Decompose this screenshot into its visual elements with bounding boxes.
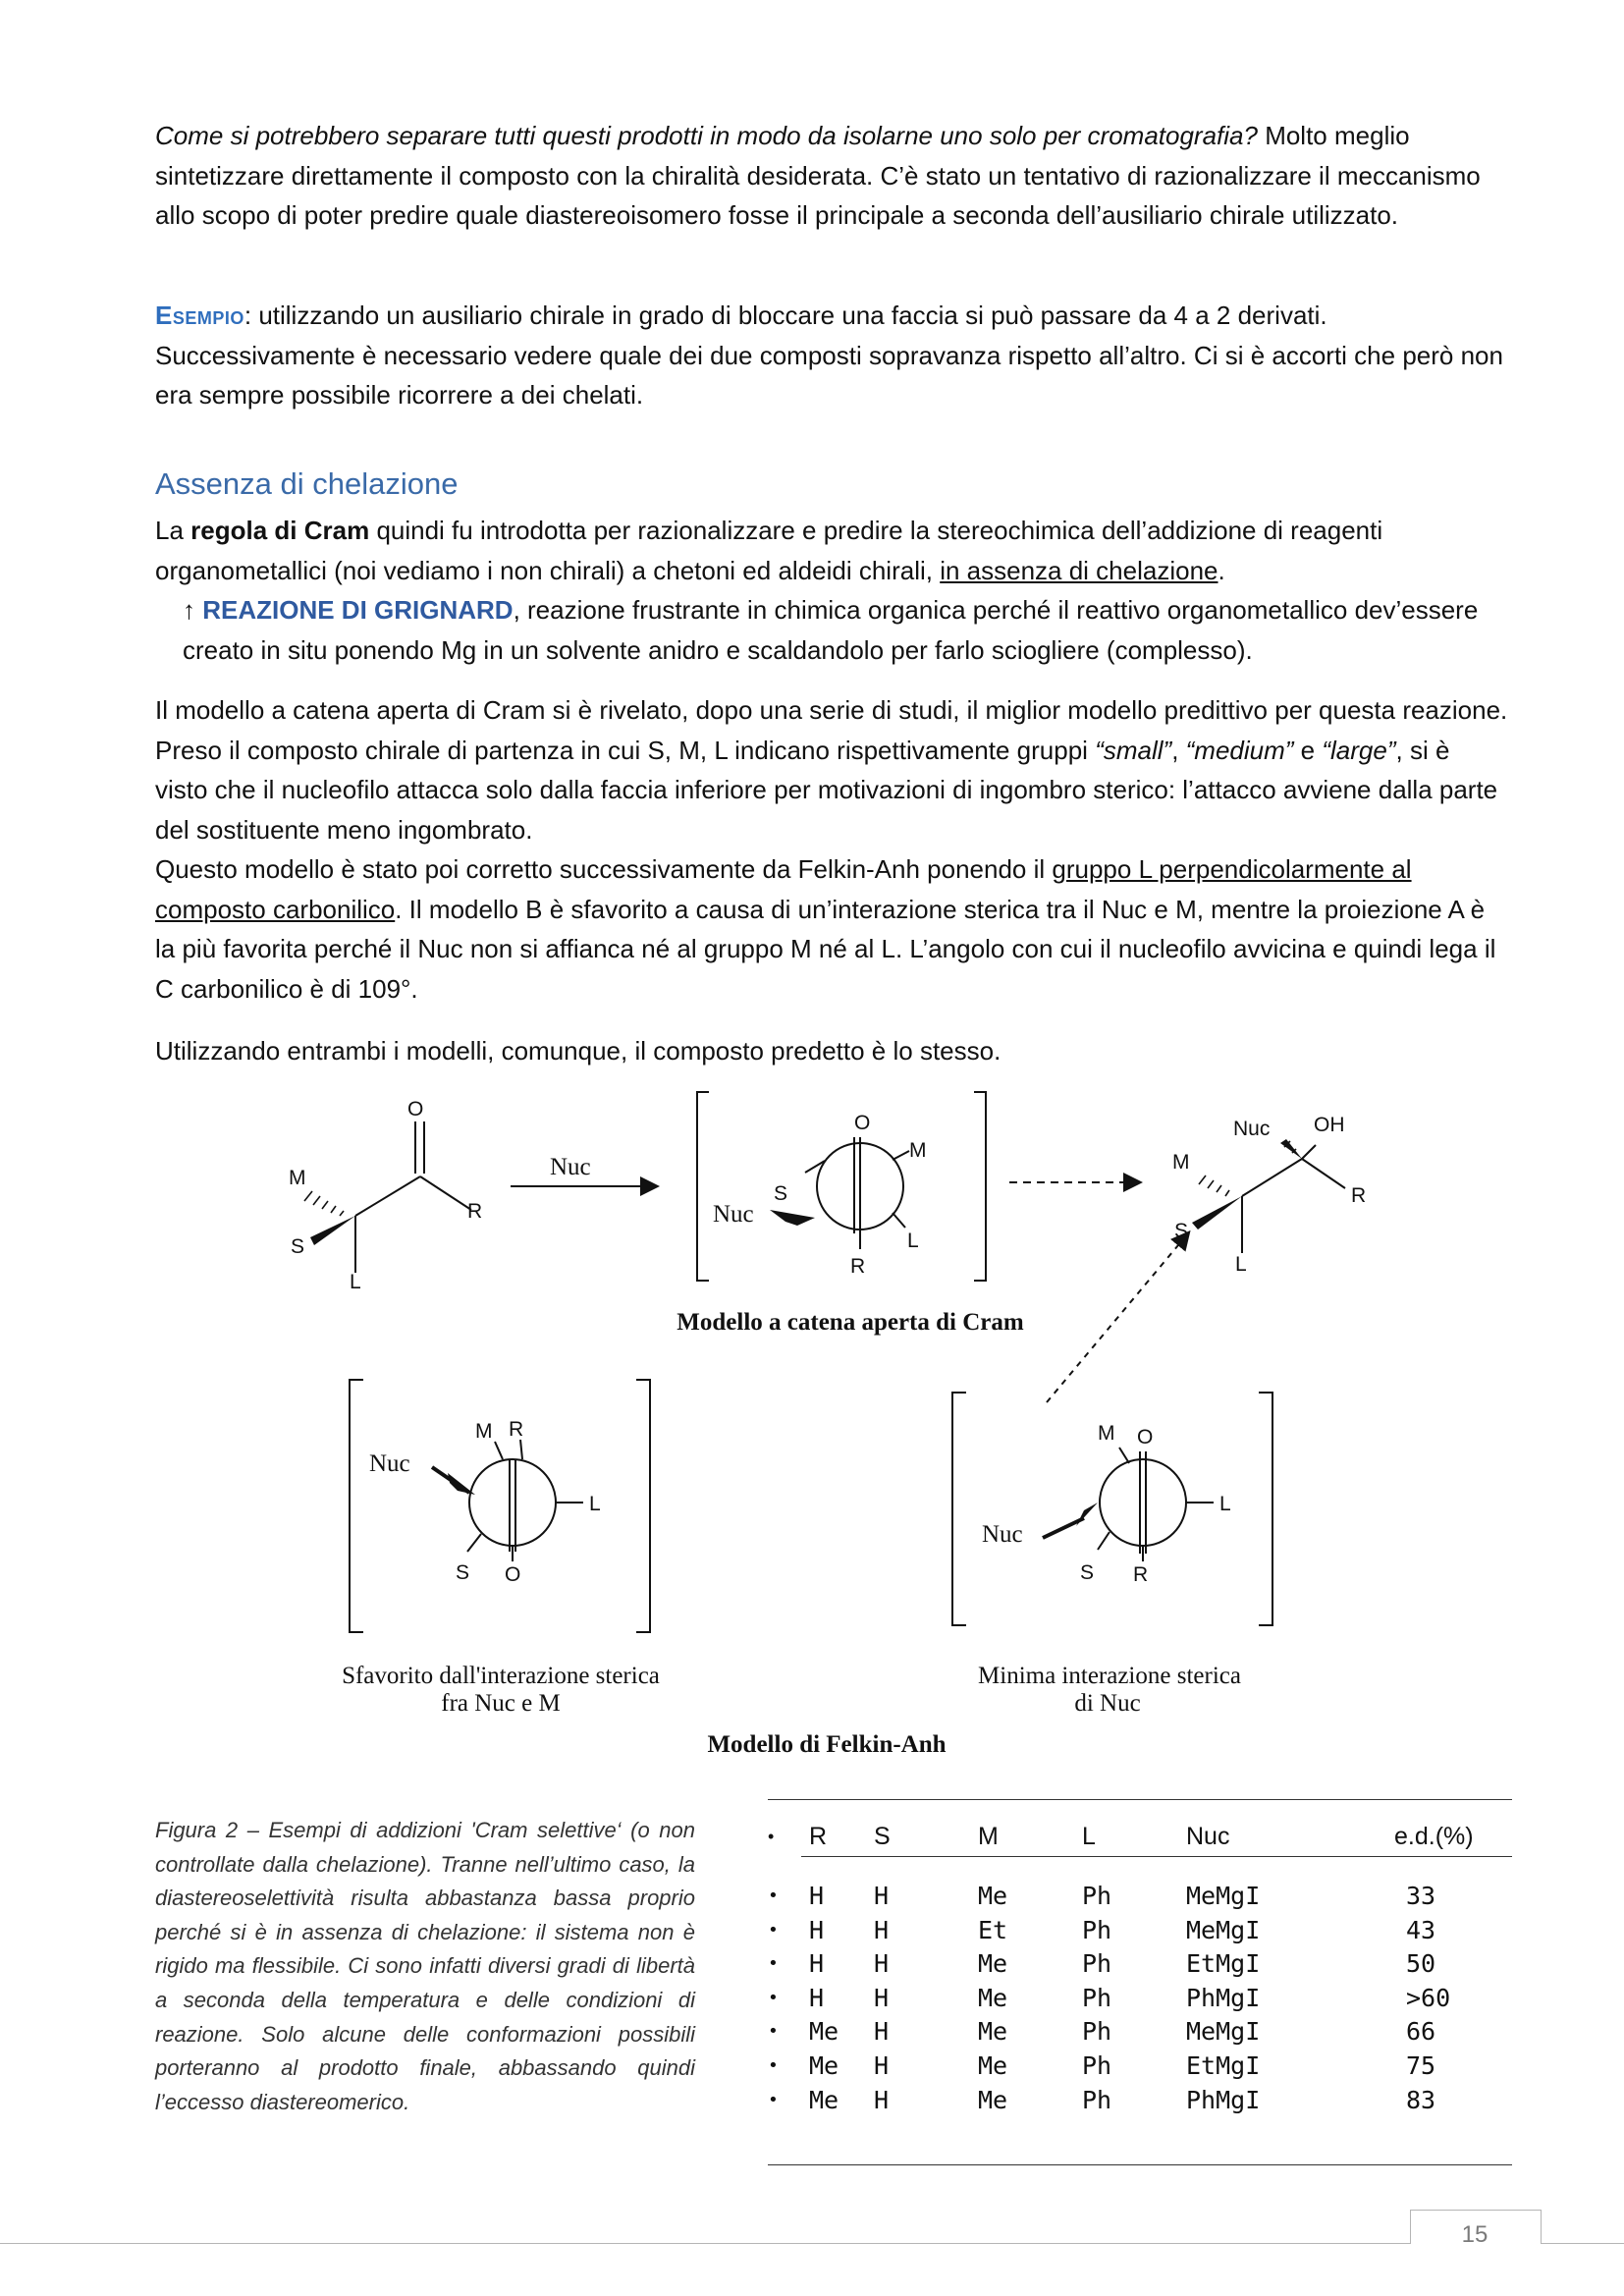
table-cell: H xyxy=(809,1949,825,1979)
header-l: L xyxy=(1082,1823,1096,1850)
table-cell: 75 xyxy=(1406,2051,1436,2080)
table-cell: Me xyxy=(978,1949,1008,1979)
fa-right-r-label: R xyxy=(1133,1563,1149,1586)
cram-o-label: O xyxy=(854,1112,871,1134)
table-cell: H xyxy=(874,1915,890,1944)
models-text-2: , si è visto che il nucleofilo attacca solo dalla faccia inferiore per motivazioni di ingombro sterico: l’attacco avviene dalla parte del sostituente meno ingombrato. xyxy=(155,735,1498,845)
table-cell: 33 xyxy=(1406,1882,1436,1910)
ketone-l-label: L xyxy=(350,1271,361,1293)
bullet-icon: • xyxy=(768,1987,779,2008)
felkin-underlined: gruppo L perpendicolarmente al composto carbonilico xyxy=(155,854,1412,924)
fa-left-caption-1: Sfavorito dall'interazione sterica xyxy=(342,1663,660,1689)
header-r: R xyxy=(809,1823,828,1850)
fa-left-r-label: R xyxy=(509,1418,524,1441)
page-number: 15 xyxy=(1461,2221,1489,2248)
table-cell: EtMgI xyxy=(1186,1949,1261,1979)
example-colon: : xyxy=(244,301,252,330)
fa-right-caption-1: Minima interazione sterica xyxy=(978,1663,1241,1689)
table-cell: H xyxy=(874,2017,890,2047)
table-cell: H xyxy=(874,1949,890,1979)
models-text-4: . Il modello B è sfavorito a causa di un’interazione sterica tra il Nuc e M, mentre la proiezione A è la più favorita perché il Nuc non si affianca né al gruppo M né al L. L’angolo con cui il nucleofilo avvicina e quindi lega il C carbonilico è di 109°. xyxy=(155,894,1496,1004)
cram-rule-bold: regola di Cram xyxy=(190,516,370,545)
large-term: “large” xyxy=(1322,735,1396,765)
table-cell: 66 xyxy=(1406,2017,1436,2047)
table-cell: Me xyxy=(978,2017,1008,2047)
starting-ketone xyxy=(304,1121,471,1273)
table-top-rule xyxy=(768,1799,1512,1800)
table-cell: PhMgI xyxy=(1186,1983,1261,2012)
fa-right-o-label: O xyxy=(1137,1426,1154,1449)
fa-right-nuc-label: Nuc xyxy=(982,1521,1023,1548)
table-cell: Ph xyxy=(1082,1915,1112,1944)
table-cell: Me xyxy=(978,2085,1008,2114)
footer-rule xyxy=(0,2243,1624,2244)
medium-term: “medium” xyxy=(1185,735,1294,765)
cram-model-caption: Modello a catena aperta di Cram xyxy=(677,1309,1024,1336)
cram-l-label: L xyxy=(907,1230,919,1252)
fa-right-l-label: L xyxy=(1219,1493,1231,1515)
table-cell: PhMgI xyxy=(1186,2085,1261,2114)
models-text-3: Questo modello è stato poi corretto successivamente da Felkin-Anh ponendo il xyxy=(155,854,1053,884)
table-cell: Et xyxy=(978,1915,1008,1944)
table-cell: Me xyxy=(978,1983,1008,2012)
table-cell: H xyxy=(874,2051,890,2080)
ketone-r-label: R xyxy=(467,1200,483,1223)
fa-left-caption-2: fra Nuc e M xyxy=(441,1690,561,1717)
table-cell: Me xyxy=(978,2051,1008,2080)
figure-caption: Figura 2 – Esempi di addizioni 'Cram selettive‘ (o non controllate dalla chelazione). Tranne nell’ultimo caso, la diastereoselettività risulta abbastanza bassa proprio perché si è in assenza di chelazione: il sistema non è rigido ma flessibile. Ci sono infatti diversi gradi di libertà a seconda della temperatura e delle condizioni di reazione. Solo alcune delle conformazioni possibili porteranno al prodotto finale, abbassando quindi l’eccesso diastereomerico. xyxy=(155,1818,695,2114)
bullet-icon: • xyxy=(768,1827,775,1846)
header-s: S xyxy=(874,1823,891,1850)
header-ed: e.d.(%) xyxy=(1394,1823,1474,1850)
fa-right-caption-2: di Nuc xyxy=(1074,1690,1141,1717)
table-cell: MeMgI xyxy=(1186,2017,1261,2047)
table-cell: H xyxy=(809,1915,825,1944)
fa-right-m-label: M xyxy=(1098,1422,1115,1445)
bullet-icon: • xyxy=(768,1886,779,1906)
table-cell: MeMgI xyxy=(1186,1882,1261,1910)
grignard-label: REAZIONE DI GRIGNARD xyxy=(202,595,514,625)
bullet-icon: • xyxy=(768,1919,779,1941)
fa-left-l-label: L xyxy=(589,1493,601,1515)
bullet-icon: • xyxy=(768,2089,779,2110)
product-l-label: L xyxy=(1235,1253,1247,1276)
cram-rule-underlined: in assenza di chelazione xyxy=(940,555,1218,585)
product-alcohol xyxy=(1192,1139,1345,1253)
product-nuc-label: Nuc xyxy=(1233,1118,1271,1140)
cram-r-label: R xyxy=(850,1255,866,1278)
product-oh-label: OH xyxy=(1314,1114,1345,1136)
cram-rule-text-3: . xyxy=(1218,555,1225,585)
table-cell: 50 xyxy=(1406,1949,1436,1979)
models-comma: , xyxy=(1171,735,1186,765)
conclusion-text: Utilizzando entrambi i modelli, comunque, il composto predetto è lo stesso. xyxy=(155,1036,1001,1066)
table-cell: >60 xyxy=(1406,1983,1451,2012)
models-text-1: Il modello a catena aperta di Cram si è rivelato, dopo una serie di studi, il miglior modello predittivo per questa reazione. Preso il composto chirale di partenza in cui S, M, L indicano rispettivamente gruppi xyxy=(155,695,1508,765)
grignard-text: , reazione frustrante in chimica organica perché il reattivo organometallico dev’essere creato in situ ponendo Mg in un solvente anidro e scaldandolo per farlo sciogliere (complesso). xyxy=(183,595,1479,665)
ketone-m-label: M xyxy=(289,1167,306,1189)
table-cell: H xyxy=(809,1882,825,1910)
header-nuc: Nuc xyxy=(1186,1823,1230,1850)
cram-m-label: M xyxy=(909,1139,927,1162)
table-cell: H xyxy=(874,2085,890,2114)
table-cell: Ph xyxy=(1082,1983,1112,2012)
table-cell: Me xyxy=(809,2017,839,2047)
product-m-label: M xyxy=(1172,1151,1190,1174)
example-label: Esempio xyxy=(155,301,244,330)
section-heading: Assenza di chelazione xyxy=(155,466,459,501)
intro-text: Molto meglio sintetizzare direttamente il composto con la chiralità desiderata. C’è stato un tentativo di razionalizzare il meccanismo allo scopo di poter predire quale diastereoisomero fosse il principale a seconda dell’ausiliario chirale utilizzato. xyxy=(155,121,1481,230)
ketone-o-label: O xyxy=(407,1098,424,1121)
table-cell: H xyxy=(874,1882,890,1910)
table-cell: 43 xyxy=(1406,1915,1436,1944)
table-cell: H xyxy=(874,1983,890,2012)
bullet-icon: • xyxy=(768,1953,779,1975)
table-cell: Me xyxy=(978,1882,1008,1910)
example-text: utilizzando un ausiliario chirale in grado di bloccare una faccia si può passare da 4 a 2 derivati. Successivamente è necessario vedere quale dei due composti sopravanza rispetto all’altro. Ci si è accorti che però non era sempre possibile ricorrere a dei chelati. xyxy=(155,301,1503,410)
up-arrow-icon: ↑ xyxy=(183,595,195,625)
models-and: e xyxy=(1293,735,1323,765)
fa-left-s-label: S xyxy=(456,1561,470,1584)
reagent-nuc-label: Nuc xyxy=(550,1154,591,1180)
cram-rule-text-1: La xyxy=(155,516,191,545)
product-r-label: R xyxy=(1351,1184,1367,1207)
table-cell: Ph xyxy=(1082,1949,1112,1979)
fa-left-m-label: M xyxy=(475,1420,493,1443)
fa-left-o-label: O xyxy=(505,1563,521,1586)
header-m: M xyxy=(978,1823,999,1850)
table-cell: Ph xyxy=(1082,2085,1112,2114)
table-cell: Ph xyxy=(1082,1882,1112,1910)
felkin-anh-disfavored xyxy=(350,1380,650,1632)
table-cell: H xyxy=(809,1983,825,2012)
table-cell: Ph xyxy=(1082,2051,1112,2080)
intro-question: Come si potrebbero separare tutti questi prodotti in modo da isolarne uno solo per cromatografia? xyxy=(155,121,1258,150)
felkin-anh-caption: Modello di Felkin-Anh xyxy=(707,1731,947,1758)
table-cell: EtMgI xyxy=(1186,2051,1261,2080)
product-s-label: S xyxy=(1174,1220,1189,1242)
ketone-s-label: S xyxy=(291,1235,305,1258)
table-cell: MeMgI xyxy=(1186,1915,1261,1944)
fa-left-nuc-label: Nuc xyxy=(369,1450,410,1477)
fa-right-s-label: S xyxy=(1080,1561,1095,1584)
table-cell: Ph xyxy=(1082,2017,1112,2047)
cram-nuc-label: Nuc xyxy=(713,1201,754,1228)
dashed-arrow-felkin xyxy=(1047,1233,1188,1402)
table-cell: Me xyxy=(809,2051,839,2080)
table-cell: Me xyxy=(809,2085,839,2114)
small-term: “small” xyxy=(1095,735,1172,765)
cram-s-label: S xyxy=(774,1182,788,1205)
cram-newman-bracket xyxy=(697,1092,986,1281)
table-bottom-rule xyxy=(768,2164,1512,2165)
cram-rule-text-2: quindi fu introdotta per razionalizzare e predire la stereochimica dell’addizione di reagenti organometallici (noi vediamo i non chirali) a chetoni ed aldeidi chirali, xyxy=(155,516,1383,585)
table-header-rule xyxy=(801,1856,1512,1857)
bullet-icon: • xyxy=(768,2055,779,2076)
bullet-icon: • xyxy=(768,2021,779,2043)
table-cell: 83 xyxy=(1406,2085,1436,2114)
